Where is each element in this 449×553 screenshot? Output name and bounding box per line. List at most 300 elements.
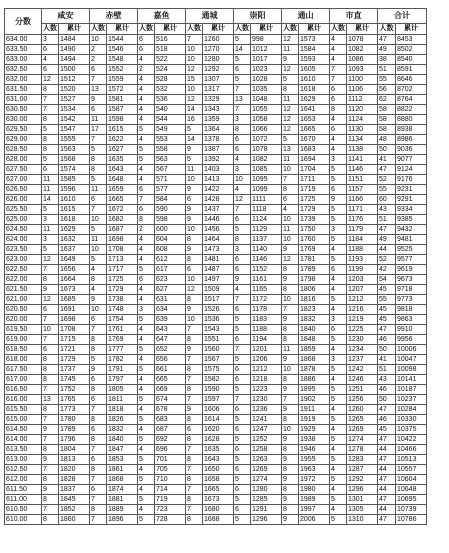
cumulative-cell: 1241 — [251, 415, 282, 425]
count-cell: 8 — [42, 115, 59, 125]
cumulative-cell: 9481 — [396, 235, 427, 245]
cumulative-cell: 1725 — [107, 275, 138, 285]
count-cell: 15 — [186, 75, 203, 85]
count-cell: 6 — [330, 95, 347, 105]
cumulative-cell: 10695 — [396, 495, 427, 505]
count-cell: 50 — [378, 145, 396, 155]
cumulative-cell: 1305 — [347, 505, 378, 515]
count-cell: 7 — [186, 325, 203, 335]
count-cell: 7 — [90, 325, 107, 335]
cumulative-cell: 1317 — [203, 85, 234, 95]
table-row — [5, 405, 427, 415]
cumulative-header: 累计 — [155, 24, 186, 35]
score-cell: 613.00 — [5, 455, 42, 465]
count-cell: 58 — [378, 115, 396, 125]
table-row — [5, 45, 427, 55]
count-cell: 7 — [42, 385, 59, 395]
count-header: 人数 — [378, 24, 396, 35]
cumulative-cell: 1517 — [203, 295, 234, 305]
cumulative-cell: 1919 — [299, 415, 330, 425]
cumulative-cell: 1683 — [299, 145, 330, 155]
cumulative-cell: 600 — [155, 225, 186, 235]
count-cell: 50 — [378, 395, 396, 405]
cumulative-cell: 584 — [155, 195, 186, 205]
count-cell: 8 — [186, 335, 203, 345]
count-cell: 48 — [378, 135, 396, 145]
count-cell: 4 — [330, 45, 347, 55]
cumulative-cell: 1620 — [203, 425, 234, 435]
count-cell: 6 — [90, 425, 107, 435]
count-cell: 5 — [186, 125, 203, 135]
count-cell: 4 — [330, 425, 347, 435]
count-cell: 7 — [186, 485, 203, 495]
cumulative-cell: 1665 — [107, 195, 138, 205]
count-cell: 9 — [186, 345, 203, 355]
count-cell: 5 — [330, 255, 347, 265]
cumulative-cell: 9176 — [396, 175, 427, 185]
cumulative-cell: 1296 — [347, 485, 378, 495]
cumulative-cell: 1296 — [251, 515, 282, 525]
cumulative-cell: 9718 — [396, 285, 427, 295]
region-header: 咸安 — [42, 9, 90, 24]
count-cell: 5 — [330, 435, 347, 445]
cumulative-cell: 634 — [155, 305, 186, 315]
cumulative-cell: 1581 — [107, 95, 138, 105]
score-cell: 610.50 — [5, 505, 42, 515]
table-row — [5, 435, 427, 445]
cumulative-cell: 1715 — [59, 335, 90, 345]
count-cell: 6 — [90, 195, 107, 205]
score-cell: 624.00 — [5, 235, 42, 245]
count-cell: 4 — [138, 245, 155, 255]
count-cell: 5 — [138, 515, 155, 525]
cumulative-cell: 1896 — [107, 515, 138, 525]
cumulative-cell: 10739 — [396, 505, 427, 515]
score-cell: 615.50 — [5, 405, 42, 415]
table-row — [5, 355, 427, 365]
count-header: 人数 — [42, 24, 59, 35]
cumulative-cell: 10237 — [396, 395, 427, 405]
count-cell: 9 — [42, 455, 59, 465]
cumulative-cell: 1437 — [203, 205, 234, 215]
count-cell: 10 — [282, 165, 299, 175]
cumulative-cell: 1118 — [251, 205, 282, 215]
cumulative-cell: 1618 — [59, 215, 90, 225]
count-cell: 4 — [138, 105, 155, 115]
count-cell: 58 — [378, 125, 396, 135]
cumulative-cell: 2006 — [299, 515, 330, 525]
cumulative-cell: 1832 — [107, 425, 138, 435]
cumulative-cell: 1605 — [299, 65, 330, 75]
count-cell: 10 — [90, 215, 107, 225]
count-cell: 8 — [42, 495, 59, 505]
count-cell: 3 — [42, 235, 59, 245]
cumulative-cell: 1260 — [203, 35, 234, 45]
cumulative-cell: 1573 — [299, 35, 330, 45]
cumulative-cell: 1813 — [59, 455, 90, 465]
cumulative-cell: 683 — [155, 415, 186, 425]
cumulative-cell: 553 — [155, 135, 186, 145]
cumulative-cell: 1972 — [299, 475, 330, 485]
cumulative-cell: 643 — [155, 325, 186, 335]
count-cell: 47 — [378, 435, 396, 445]
cumulative-cell: 10604 — [396, 475, 427, 485]
score-cell: 626.00 — [5, 195, 42, 205]
count-cell: 7 — [234, 295, 251, 305]
cumulative-cell: 1796 — [59, 435, 90, 445]
count-cell: 4 — [330, 35, 347, 45]
cumulative-cell: 1151 — [347, 175, 378, 185]
count-cell: 5 — [138, 125, 155, 135]
count-cell: 8 — [282, 325, 299, 335]
count-cell: 8 — [186, 455, 203, 465]
score-cell: 631.50 — [5, 85, 42, 95]
count-cell: 8 — [90, 435, 107, 445]
count-cell: 5 — [234, 435, 251, 445]
score-cell: 633.00 — [5, 55, 42, 65]
count-cell: 45 — [378, 315, 396, 325]
cumulative-header: 累计 — [107, 24, 138, 35]
cumulative-cell: 1481 — [203, 255, 234, 265]
count-cell: 8 — [186, 295, 203, 305]
cumulative-cell: 10006 — [396, 345, 427, 355]
cumulative-cell: 1729 — [59, 355, 90, 365]
count-cell: 43 — [378, 205, 396, 215]
count-cell: 6 — [138, 205, 155, 215]
cumulative-cell: 8702 — [396, 85, 427, 95]
table-row — [5, 325, 427, 335]
score-cell: 625.00 — [5, 215, 42, 225]
cumulative-cell: 608 — [155, 245, 186, 255]
score-cell: 615.00 — [5, 415, 42, 425]
cumulative-cell: 1769 — [107, 335, 138, 345]
count-cell: 8 — [90, 335, 107, 345]
cumulative-cell: 1789 — [299, 265, 330, 275]
count-cell: 6 — [90, 395, 107, 405]
cumulative-cell: 1547 — [59, 125, 90, 135]
table-row — [5, 245, 427, 255]
score-cell: 616.50 — [5, 385, 42, 395]
cumulative-cell: 1111 — [251, 195, 282, 205]
count-cell: 12 — [282, 105, 299, 115]
count-cell: 7 — [42, 465, 59, 475]
table-row — [5, 105, 427, 115]
cumulative-cell: 9124 — [396, 165, 427, 175]
count-cell: 5 — [138, 265, 155, 275]
cumulative-cell: 1291 — [251, 505, 282, 515]
count-cell: 4 — [138, 85, 155, 95]
count-cell: 8 — [90, 385, 107, 395]
count-cell: 12 — [186, 285, 203, 295]
cumulative-cell: 1310 — [347, 515, 378, 525]
cumulative-cell: 1713 — [107, 255, 138, 265]
count-cell: 7 — [234, 345, 251, 355]
count-cell: 6 — [42, 345, 59, 355]
cumulative-cell: 1643 — [107, 165, 138, 175]
count-cell: 10 — [186, 225, 203, 235]
cumulative-cell: 1120 — [347, 105, 378, 115]
cumulative-cell: 656 — [155, 355, 186, 365]
count-header: 人数 — [330, 24, 347, 35]
cumulative-cell: 567 — [155, 165, 186, 175]
cumulative-cell: 536 — [155, 95, 186, 105]
cumulative-cell: 1269 — [251, 465, 282, 475]
cumulative-cell: 1997 — [299, 505, 330, 515]
cumulative-cell: 1099 — [251, 185, 282, 195]
count-cell: 14 — [234, 45, 251, 55]
score-table-container — [4, 8, 427, 525]
count-cell: 5 — [90, 255, 107, 265]
table-row — [5, 255, 427, 265]
count-cell: 6 — [234, 215, 251, 225]
count-cell: 4 — [282, 205, 299, 215]
count-cell: 5 — [234, 385, 251, 395]
cumulative-cell: 723 — [155, 505, 186, 515]
count-cell: 9 — [186, 405, 203, 415]
cumulative-cell: 1632 — [59, 235, 90, 245]
header-row-regions — [5, 9, 427, 24]
cumulative-cell: 1212 — [347, 295, 378, 305]
cumulative-cell: 1685 — [59, 295, 90, 305]
cumulative-cell: 1165 — [251, 285, 282, 295]
count-header: 人数 — [186, 24, 203, 35]
cumulative-cell: 1989 — [299, 495, 330, 505]
cumulative-cell: 1938 — [299, 435, 330, 445]
cumulative-cell: 1895 — [299, 385, 330, 395]
count-cell: 7 — [186, 505, 203, 515]
count-cell: 4 — [138, 175, 155, 185]
cumulative-cell: 1509 — [203, 285, 234, 295]
count-cell: 7 — [186, 35, 203, 45]
cumulative-cell: 9910 — [396, 325, 427, 335]
cumulative-cell: 1166 — [347, 195, 378, 205]
cumulative-cell: 1635 — [203, 445, 234, 455]
count-cell: 8 — [282, 265, 299, 275]
cumulative-cell: 1777 — [107, 345, 138, 355]
count-cell: 44 — [378, 485, 396, 495]
cumulative-cell: 1161 — [251, 275, 282, 285]
cumulative-cell: 1199 — [347, 265, 378, 275]
count-cell: 4 — [138, 505, 155, 515]
score-column-header: 分数 — [5, 9, 42, 35]
table-row — [5, 215, 427, 225]
cumulative-cell: 1212 — [251, 365, 282, 375]
count-cell: 5 — [234, 315, 251, 325]
cumulative-cell: 590 — [155, 205, 186, 215]
table-row — [5, 425, 427, 435]
count-cell: 5 — [330, 205, 347, 215]
cumulative-cell: 1055 — [251, 105, 282, 115]
table-row — [5, 365, 427, 375]
cumulative-cell: 1203 — [347, 275, 378, 285]
cumulative-cell: 1587 — [107, 105, 138, 115]
count-cell: 4 — [138, 75, 155, 85]
count-cell: 12 — [282, 125, 299, 135]
count-cell: 10 — [234, 175, 251, 185]
cumulative-cell: 669 — [155, 385, 186, 395]
region-header: 市直 — [330, 9, 378, 24]
cumulative-cell: 1691 — [59, 305, 90, 315]
cumulative-cell: 1446 — [203, 215, 234, 225]
count-cell: 4 — [330, 505, 347, 515]
cumulative-cell: 1738 — [107, 295, 138, 305]
count-cell: 5 — [138, 395, 155, 405]
count-cell: 3 — [330, 315, 347, 325]
cumulative-cell: 1146 — [251, 255, 282, 265]
count-cell: 6 — [90, 485, 107, 495]
cumulative-cell: 1874 — [107, 485, 138, 495]
count-cell: 7 — [234, 85, 251, 95]
table-row — [5, 265, 427, 275]
cumulative-cell: 1610 — [299, 75, 330, 85]
cumulative-cell: 1750 — [299, 225, 330, 235]
count-cell: 4 — [330, 115, 347, 125]
count-cell: 9 — [282, 435, 299, 445]
cumulative-cell: 1805 — [107, 385, 138, 395]
cumulative-cell: 1490 — [59, 45, 90, 55]
count-cell: 12 — [186, 95, 203, 105]
count-cell: 7 — [42, 335, 59, 345]
cumulative-cell: 1721 — [59, 345, 90, 355]
count-cell: 2 — [90, 55, 107, 65]
score-cell: 612.00 — [5, 475, 42, 485]
count-cell: 4 — [90, 265, 107, 275]
cumulative-cell: 9291 — [396, 195, 427, 205]
cumulative-cell: 1542 — [59, 115, 90, 125]
count-cell: 6 — [234, 305, 251, 315]
cumulative-cell: 1606 — [203, 405, 234, 415]
count-cell: 7 — [330, 65, 347, 75]
cumulative-cell: 1659 — [107, 185, 138, 195]
count-cell: 8 — [42, 135, 59, 145]
count-cell: 11 — [282, 155, 299, 165]
count-cell: 5 — [330, 335, 347, 345]
cumulative-cell: 1840 — [299, 325, 330, 335]
count-cell: 5 — [90, 145, 107, 155]
cumulative-cell: 1765 — [59, 395, 90, 405]
cumulative-cell: 705 — [155, 465, 186, 475]
count-cell: 7 — [186, 355, 203, 365]
cumulative-cell: 1582 — [203, 375, 234, 385]
score-cell: 629.00 — [5, 135, 42, 145]
count-cell: 6 — [234, 505, 251, 515]
count-cell: 13 — [90, 85, 107, 95]
count-cell: 9 — [186, 305, 203, 315]
count-cell: 11 — [90, 185, 107, 195]
cumulative-cell: 1497 — [203, 275, 234, 285]
cumulative-cell: 1138 — [347, 145, 378, 155]
count-cell: 8 — [282, 85, 299, 95]
count-cell: 49 — [378, 235, 396, 245]
count-cell: 44 — [378, 505, 396, 515]
count-cell: 6 — [90, 455, 107, 465]
cumulative-cell: 1567 — [203, 355, 234, 365]
count-cell: 5 — [90, 225, 107, 235]
count-cell: 5 — [282, 75, 299, 85]
count-cell: 47 — [378, 515, 396, 525]
count-cell: 9 — [186, 205, 203, 215]
score-cell: 620.50 — [5, 305, 42, 315]
count-cell: 6 — [186, 425, 203, 435]
count-cell: 11 — [90, 115, 107, 125]
cumulative-cell: 1559 — [107, 75, 138, 85]
cumulative-cell: 1627 — [107, 145, 138, 155]
count-cell: 60 — [378, 195, 396, 205]
count-cell: 47 — [378, 325, 396, 335]
cumulative-cell: 1487 — [203, 265, 234, 275]
cumulative-cell: 1146 — [347, 165, 378, 175]
count-cell: 9 — [282, 315, 299, 325]
cumulative-cell: 8880 — [396, 115, 427, 125]
table-row — [5, 115, 427, 125]
cumulative-cell: 1649 — [59, 255, 90, 265]
cumulative-cell: 10648 — [396, 485, 427, 495]
cumulative-cell: 612 — [155, 255, 186, 265]
cumulative-cell: 1629 — [299, 95, 330, 105]
cumulative-cell: 1826 — [107, 415, 138, 425]
count-cell: 8 — [138, 215, 155, 225]
cumulative-cell: 1285 — [251, 495, 282, 505]
count-cell: 4 — [330, 465, 347, 475]
count-cell: 5 — [330, 395, 347, 405]
count-cell: 7 — [90, 445, 107, 455]
count-cell: 6 — [138, 275, 155, 285]
cumulative-cell: 1635 — [107, 155, 138, 165]
count-cell: 6 — [90, 315, 107, 325]
count-cell: 8 — [42, 365, 59, 375]
count-cell: 5 — [234, 495, 251, 505]
count-cell: 8 — [42, 145, 59, 155]
cumulative-cell: 1171 — [347, 205, 378, 215]
cumulative-cell: 8938 — [396, 125, 427, 135]
count-cell: 41 — [378, 155, 396, 165]
cumulative-cell: 1641 — [299, 105, 330, 115]
cumulative-cell: 1615 — [59, 205, 90, 215]
score-cell: 613.50 — [5, 445, 42, 455]
cumulative-cell: 8540 — [396, 55, 427, 65]
count-cell: 9 — [282, 245, 299, 255]
count-cell: 10 — [186, 55, 203, 65]
count-cell: 10 — [282, 295, 299, 305]
count-cell: 6 — [330, 265, 347, 275]
cumulative-cell: 1137 — [251, 235, 282, 245]
count-cell: 8 — [90, 165, 107, 175]
table-row — [5, 315, 427, 325]
count-cell: 7 — [90, 405, 107, 415]
table-row — [5, 375, 427, 385]
count-cell: 7 — [90, 495, 107, 505]
count-cell: 38 — [378, 55, 396, 65]
count-cell: 46 — [378, 415, 396, 425]
table-row — [5, 275, 427, 285]
count-cell: 7 — [186, 465, 203, 475]
cumulative-cell: 1086 — [347, 55, 378, 65]
count-cell: 46 — [378, 335, 396, 345]
cumulative-cell: 1183 — [251, 315, 282, 325]
score-cell: 612.50 — [5, 465, 42, 475]
count-cell: 7 — [282, 175, 299, 185]
cumulative-cell: 1797 — [107, 375, 138, 385]
count-cell: 8 — [42, 375, 59, 385]
count-cell: 6 — [138, 185, 155, 195]
cumulative-cell: 1201 — [251, 345, 282, 355]
table-row — [5, 55, 427, 65]
score-cell: 619.00 — [5, 335, 42, 345]
cumulative-cell: 1568 — [59, 155, 90, 165]
cumulative-cell: 1234 — [347, 345, 378, 355]
cumulative-cell: 1274 — [251, 475, 282, 485]
cumulative-cell: 1820 — [59, 465, 90, 475]
